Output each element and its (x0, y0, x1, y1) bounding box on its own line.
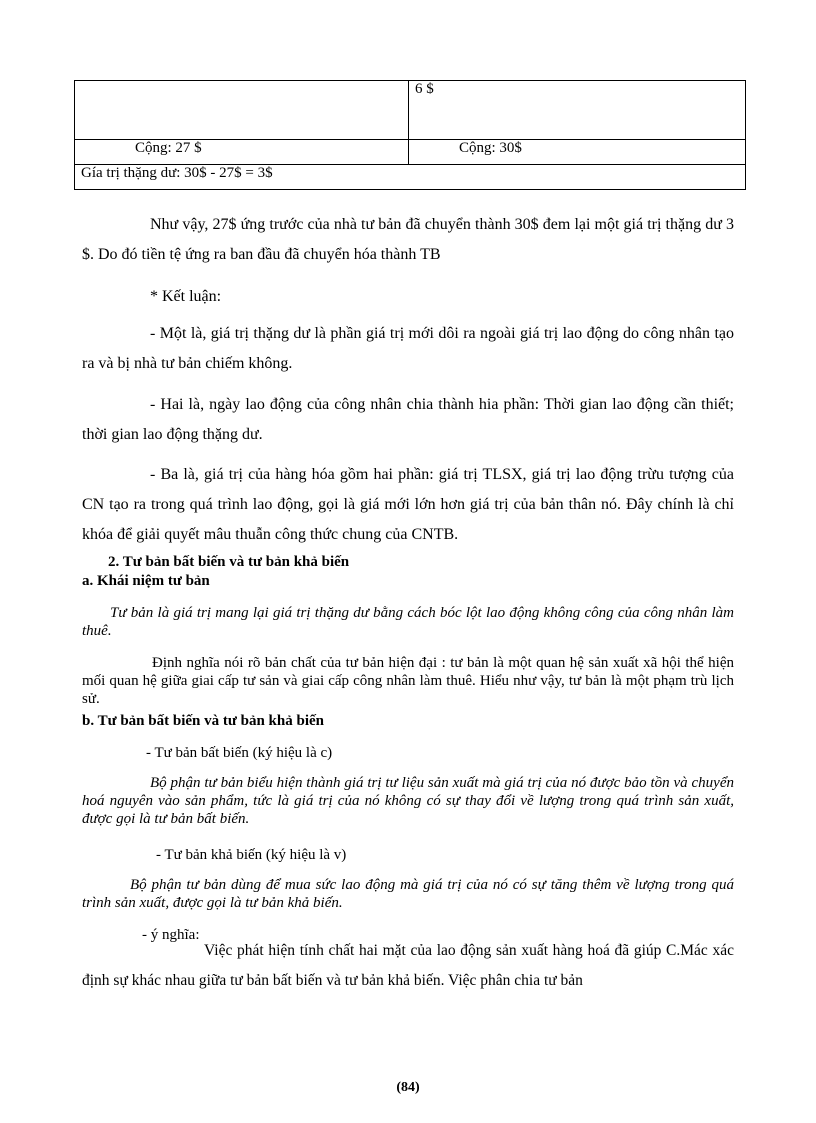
table-sum-left: Cộng: 27 $ (75, 140, 409, 165)
section-a-heading: a. Khái niệm tư bản (82, 573, 210, 589)
meaning-label: - ý nghĩa: (142, 927, 200, 943)
table-surplus-value: Gía trị thặng dư: 30$ - 27$ = 3$ (75, 165, 746, 190)
table-cell-value: 6 $ (409, 81, 746, 140)
capital-definition: Tư bản là giá trị mang lại giá trị thặng dư bằng cách bóc lột lao động không công của công nhân làm thuê. (82, 605, 734, 639)
constant-capital-label: - Tư bản bất biến (ký hiệu là c) (146, 745, 333, 761)
constant-capital-definition: Bộ phận tư bản biểu hiện thành giá trị tư liệu sản xuất mà giá trị của nó được bảo tồn và chuyển hoá nguyên vào sản phẩm, tức là giá trị của nó không có sự thay đổi về lượng trong quá trình sản xuất, được gọi là tư bản bất biến. (82, 775, 734, 827)
paragraph-summary: Như vậy, 27$ ứng trước của nhà tư bản đã chuyển thành 30$ đem lại một giá trị thặng dư 3 $. Do đó tiền tệ ứng ra ban đầu đã chuyển hóa thành TB (82, 216, 734, 263)
meaning-paragraph: Việc phát hiện tính chất hai mặt của lao động sản xuất hàng hoá đã giúp C.Mác xác định sự khác nhau giữa tư bản bất biến và tư bản khả biến. Việc phân chia tư bản (82, 942, 734, 989)
conclusion-point-1: - Một là, giá trị thặng dư là phần giá trị mới dôi ra ngoài giá trị lao động do công nhân tạo ra và bị nhà tư bản chiếm không. (82, 325, 734, 372)
conclusion-label: * Kết luận: (150, 288, 222, 305)
page-number: (84) (396, 1080, 420, 1095)
table-cell-empty (75, 81, 409, 140)
table-sum-right: Cộng: 30$ (409, 140, 746, 165)
conclusion-point-2: - Hai là, ngày lao động của công nhân chia thành hia phần: Thời gian lao động cần thiết; thời gian lao động thặng dư. (82, 396, 734, 443)
variable-capital-label: - Tư bản khả biến (ký hiệu là v) (156, 847, 347, 863)
conclusion-point-3: - Ba là, giá trị của hàng hóa gồm hai phần: giá trị TLSX, giá trị lao động trừu tượng của CN tạo ra trong quá trình lao động, gọi là giá mới lớn hơn giá trị của bản thân nó. Đây chính là chỉ khóa để giải quyết mâu thuẫn công thức chung của CNTB. (82, 466, 734, 543)
variable-capital-definition: Bộ phận tư bản dùng để mua sức lao động mà giá trị của nó có sự tăng thêm về lượng trong quá trình sản xuất, được gọi là tư bản khả biến. (82, 877, 734, 911)
section-2-heading: 2. Tư bản bất biến và tư bản khả biến (108, 554, 350, 570)
calculation-table (74, 80, 746, 190)
definition-explanation: Định nghĩa nói rõ bản chất của tư bản hiện đại : tư bản là một quan hệ sản xuất xã hội thể hiện mối quan hệ giữa giai cấp tư sản và giai cấp công nhân làm thuê. Hiểu như vậy, tư bản là một phạm trù lịch sử. (82, 655, 734, 707)
section-b-heading: b. Tư bản bất biến và tư bản khả biến (82, 713, 324, 729)
